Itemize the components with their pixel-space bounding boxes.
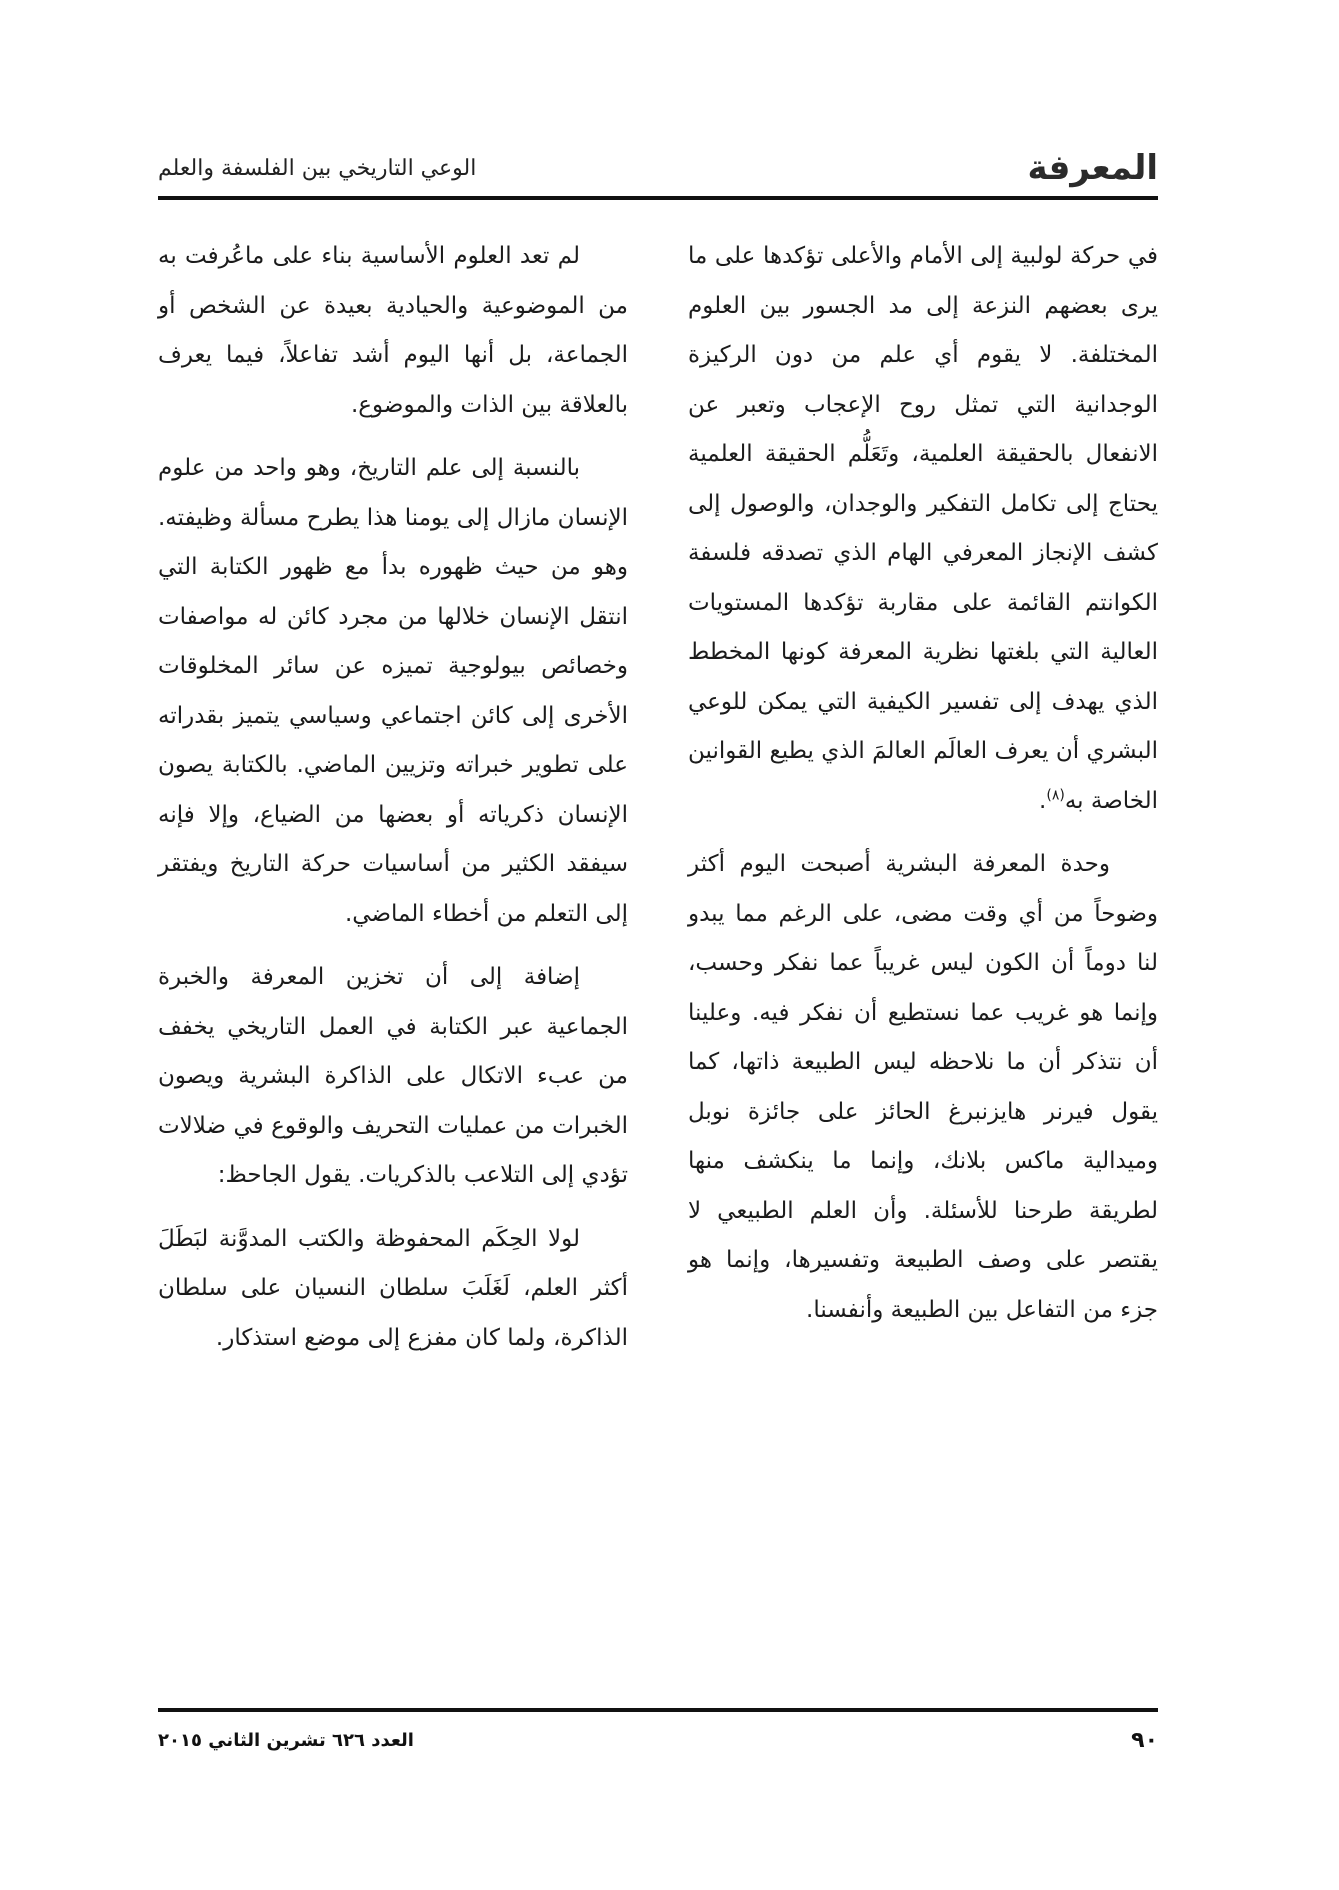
footnote-reference: (٨) — [1046, 786, 1065, 803]
paragraph: بالنسبة إلى علم التاريخ، وهو واحد من علوم الإنسان مازال إلى يومنا هذا يطرح مسألة وظيفته. وهو من حيث ظهوره بدأ مع ظهور الكتابة التي انتقل الإنسان خلالها من مجرد كائن له مواصفات وخصائص بيولوجية تميزه عن سائر المخلوقات الأخرى إلى كائن اجتماعي وسياسي يتميز بقدراته على تطوير خبراته وتزيين الماضي. بالكتابة يصون الإنسان ذكرياته أو بعضها من الضياع، وإلا فإنه سيفقد الكثير من أساسيات حركة التاريخ ويفتقر إلى التعلم من أخطاء الماضي. — [158, 455, 628, 927]
paragraph — [688, 232, 1158, 826]
left-column — [158, 232, 628, 1377]
paragraph-end: . — [1039, 787, 1047, 814]
running-title: الوعي التاريخي بين الفلسفة والعلم — [158, 156, 477, 181]
quotation: لولا الحِكَم المحفوظة والكتب المدوَّنة لبَطَلَ أكثر العلم، لَغَلَبَ سلطان النسيان على سلطان الذاكرة، ولما كان مفزع إلى موضع استذكار. — [158, 1225, 628, 1351]
paragraph: وحدة المعرفة البشرية أصبحت اليوم أكثر وضوحاً من أي وقت مضى، على الرغم مما يبدو لنا دوماً أن الكون ليس غريباً عما نفكر وحسب، وإنما هو غريب عما نستطيع أن نفكر فيه. وعلينا أن نتذكر أن ما نلاحظه ليس الطبيعة ذاتها، كما يقول فيرنر هايزنبرغ الحائز على جائزة نوبل وميدالية ماكس بلانك، وإنما ما ينكشف منها لطريقة طرحنا للأسئلة. وأن العلم الطبيعي لا يقتصر على وصف الطبيعة وتفسيرها، وإنما هو جزء من التفاعل بين الطبيعة وأنفسنا. — [688, 851, 1158, 1323]
paragraph: إضافة إلى أن تخزين المعرفة والخبرة الجماعية عبر الكتابة في العمل التاريخي يخفف من عبء الاتكال على الذاكرة البشرية ويصون الخبرات من عمليات التحريف والوقوع في ضلالات تؤدي إلى التلاعب بالذكريات. يقول الجاحظ: — [158, 964, 628, 1188]
page-header — [158, 148, 1158, 192]
header-rule — [158, 196, 1158, 200]
right-column — [688, 232, 1158, 1349]
paragraph: لم تعد العلوم الأساسية بناء على ماعُرفت به من الموضوعية والحيادية بعيدة عن الشخص أو الجماعة، بل أنها اليوم أشد تفاعلاً، فيما يعرف بالعلاقة بين الذات والموضوع. — [158, 243, 628, 418]
issue-info: العدد ٦٢٦ تشرين الثاني ٢٠١٥ — [158, 1730, 414, 1751]
magazine-logo: المعرفة — [1027, 148, 1158, 188]
page-number: ٩٠ — [1131, 1728, 1158, 1753]
footer-rule — [158, 1708, 1158, 1712]
paragraph-text: في حركة لولبية إلى الأمام والأعلى تؤكدها على ما يرى بعضهم النزعة إلى مد الجسور بين العلوم المختلفة. لا يقوم أي علم من دون الركيزة الوجدانية التي تمثل روح الإعجاب وتعبر عن الانفعال بالحقيقة العلمية، وتَعَلُّم الحقيقة العلمية يحتاج إلى تكامل التفكير والوجدان، والوصول إلى كشف الإنجاز المعرفي الهام الذي تصدقه فلسفة الكوانتم القائمة على مقاربة تؤكدها المستويات العالية التي بلغتها نظرية المعرفة كونها المخطط الذي يهدف إلى تفسير الكيفية التي يمكن للوعي البشري أن يعرف العالَم العالمَ الذي يطيع القوانين الخاصة به — [688, 243, 1158, 814]
